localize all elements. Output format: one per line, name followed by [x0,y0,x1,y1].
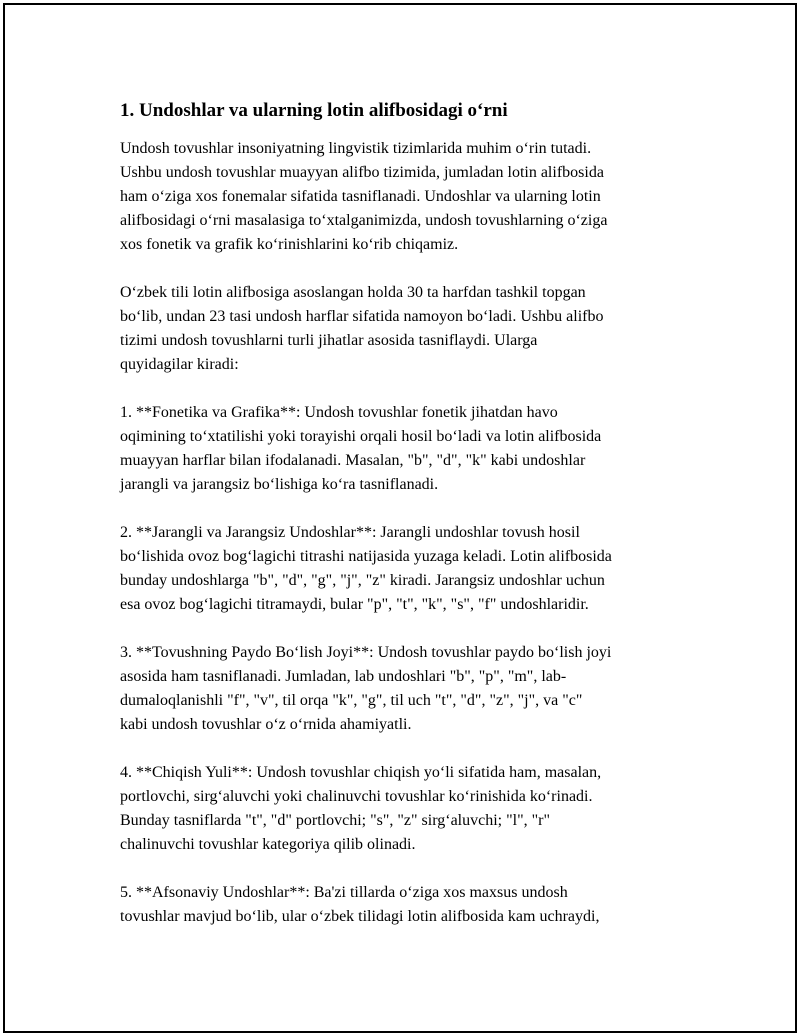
list-item-special-consonants [120,881,700,929]
text-line: asosida ham tasniflanadi. Jumladan, lab undoshlari "b", "p", "m", lab- [120,668,567,685]
text-line: tizimi undosh tovushlarni turli jihatlar asosida tasniflaydi. Ularga [120,332,538,349]
list-item-place-of-articulation [120,641,700,737]
text-line: tovushlar mavjud bo‘lib, ular o‘zbek tilidagi lotin alifbosida kam uchraydi, [120,908,600,925]
text-line: Ushbu undosh tovushlar muayyan alifbo tizimida, jumladan lotin alifbosida [120,164,604,181]
paragraph-intro [120,137,700,257]
text-line: O‘zbek tili lotin alifbosiga asoslangan holda 30 ta harfdan tashkil topgan [120,284,586,301]
text-line: bo‘lishida ovoz bog‘lagichi titrashi natijasida yuzaga keladi. Lotin alifbosida [120,548,612,565]
page-frame [3,3,797,1033]
text-line: kabi undosh tovushlar o‘z o‘rnida ahamiyatli. [120,716,412,733]
text-line: xos fonetik va grafik ko‘rinishlarini ko‘rib chiqamiz. [120,236,459,253]
text-line: portlovchi, sirg‘aluvchi yoki chalinuvchi tovushlar ko‘rinishida ko‘rinadi. [120,788,593,805]
text-line: Bunday tasniflarda "t", "d" portlovchi; "s", "z" sirg‘aluvchi; "l", "r" [120,812,551,829]
list-item-voiced-voiceless [120,521,700,617]
text-line: bunday undoshlarga "b", "d", "g", "j", "z" kiradi. Jarangsiz undoshlar uchun [120,572,605,589]
list-item-manner-of-articulation [120,761,700,857]
text-line: bo‘lib, undan 23 tasi undosh harflar sifatida namoyon bo‘ladi. Ushbu alifbo [120,308,604,325]
text-line: 4. **Chiqish Yuli**: Undosh tovushlar chiqish yo‘li sifatida ham, masalan, [120,764,602,781]
list-item-phonetics-graphics [120,401,700,497]
document-body [120,99,700,953]
text-line: 2. **Jarangli va Jarangsiz Undoshlar**: Jarangli undoshlar tovush hosil [120,524,580,541]
document-title: 1. Undoshlar va ularning lotin alifbosidagi o‘rni [120,100,508,121]
text-line: alifbosidagi o‘rni masalasiga to‘xtalganimizda, undosh tovushlarning o‘ziga [120,212,608,229]
text-line: 5. **Afsonaviy Undoshlar**: Ba'zi tillarda o‘ziga xos maxsus undosh [120,884,568,901]
text-line: muayyan harflar bilan ifodalanadi. Masalan, "b", "d", "k" kabi undoshlar [120,452,586,469]
text-line: 3. **Tovushning Paydo Bo‘lish Joyi**: Undosh tovushlar paydo bo‘lish joyi [120,644,612,661]
text-line: 1. **Fonetika va Grafika**: Undosh tovushlar fonetik jihatdan havo [120,404,558,421]
paragraph-alphabet [120,281,700,377]
text-line: ham o‘ziga xos fonemalar sifatida tasniflanadi. Undoshlar va ularning lotin [120,188,601,205]
text-line: esa ovoz bog‘lagichi titramaydi, bular "p", "t", "k", "s", "f" undoshlaridir. [120,596,589,613]
text-line: dumaloqlanishli "f", "v", til orqa "k", "g", til uch "t", "d", "z", "j", va "c" [120,692,583,709]
text-line: quyidagilar kiradi: [120,356,239,373]
text-line: Undosh tovushlar insoniyatning lingvistik tizimlarida muhim o‘rin tutadi. [120,140,592,157]
text-line: jarangli va jarangsiz bo‘lishiga ko‘ra tasniflanadi. [120,476,439,493]
text-line: chalinuvchi tovushlar kategoriya qilib olinadi. [120,836,416,853]
text-line: oqimining to‘xtatilishi yoki torayishi orqali hosil bo‘ladi va lotin alifbosida [120,428,602,445]
